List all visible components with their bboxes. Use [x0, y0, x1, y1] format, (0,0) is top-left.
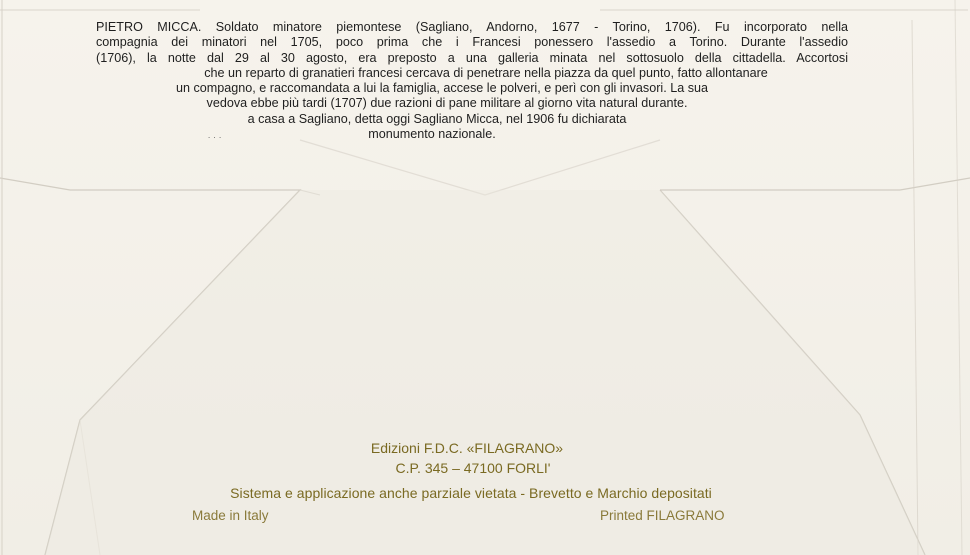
- biography-text: [96, 20, 848, 142]
- biography-line: PIETRO MICCA. Soldato minatore piemontese (Sagliano, Andorno, 1677 - Torino, 1706). Fu incorporato nella: [96, 20, 848, 34]
- biography-line: un compagno, e raccomandata a lui la famiglia, accese le polveri, e perì con gli invasori. La sua: [175, 81, 709, 96]
- biography-line: che un reparto di granatieri francesi cercava di penetrare nella piazza da quel punto, fatto allontanare: [204, 65, 768, 80]
- ink-speck-icon: ˙ ˙ ˙: [208, 136, 222, 146]
- made-in-label: Made in Italy: [192, 508, 269, 523]
- biography-line: compagnia dei minatori nel 1705, poco prima che i Francesi ponessero l'assedio a Torino. Durante l'assedio: [96, 35, 848, 50]
- biography-line: vedova ebbe più tardi (1707) due razioni di pane militare al giorno vita natural durante.: [206, 96, 688, 111]
- biography-line: a casa a Sagliano, detta oggi Sagliano Micca, nel 1906 fu dichiarata: [247, 111, 627, 126]
- printed-by-label: Printed FILAGRANO: [600, 508, 725, 523]
- publisher-address: C.P. 345 – 47100 FORLI': [395, 460, 551, 476]
- biography-line: (1706), la notte dal 29 al 30 agosto, era preposto a una galleria minata nel sottosuolo della cittadella. Accortosi: [96, 50, 848, 65]
- biography-line: monumento nazionale.: [368, 127, 496, 142]
- publisher-notice: Sistema e applicazione anche parziale vietata - Brevetto e Marchio depositati: [230, 485, 712, 501]
- publisher-name: Edizioni F.D.C. «FILAGRANO»: [370, 440, 564, 456]
